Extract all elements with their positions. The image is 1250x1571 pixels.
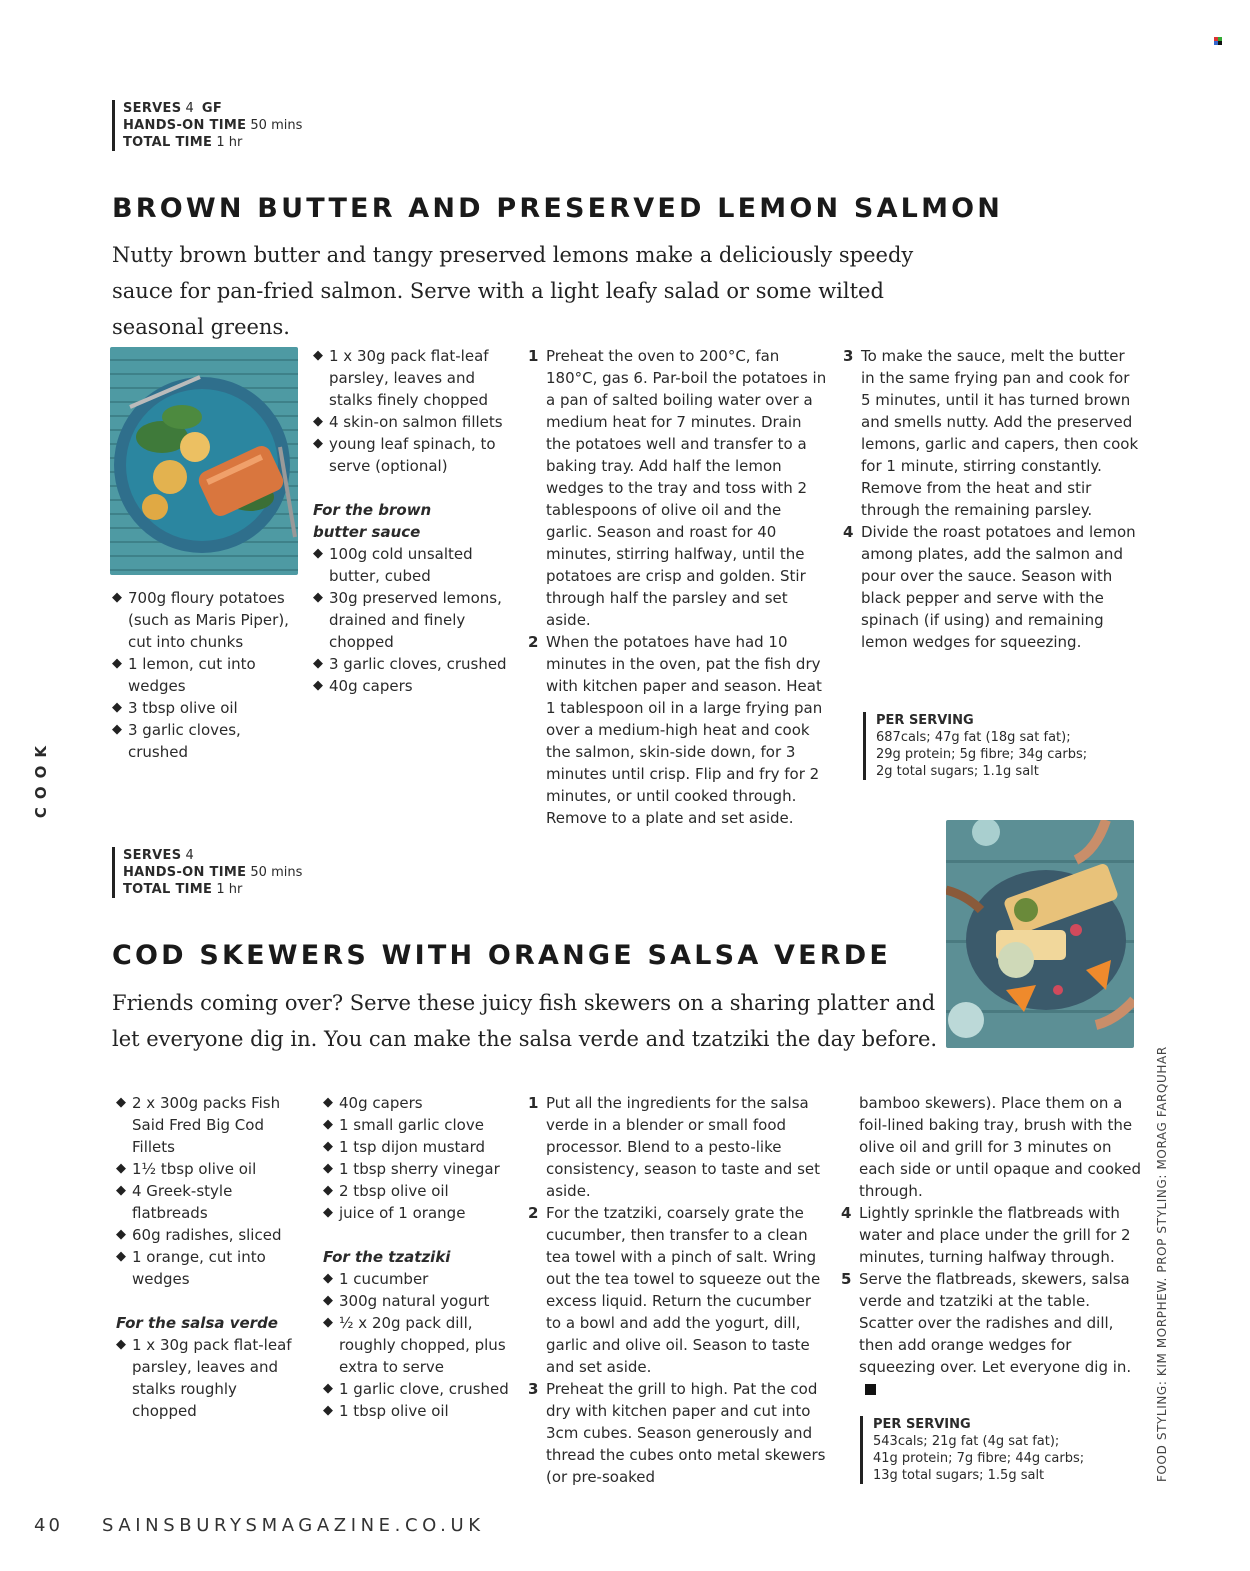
step-item bbox=[528, 1092, 828, 1202]
per-serving-label: PER SERVING bbox=[873, 1417, 971, 1432]
list-item: ◆ 1 tsp dijon mustard bbox=[323, 1136, 518, 1158]
list-item: ◆ 4 Greek-style flatbreads bbox=[116, 1180, 306, 1224]
recipe2-meta bbox=[112, 847, 302, 898]
end-mark-icon bbox=[865, 1384, 876, 1395]
serves-value: 4 bbox=[185, 848, 194, 863]
step-number: 5 bbox=[841, 1270, 852, 1288]
list-item: ◆ 1 garlic clove, crushed bbox=[323, 1378, 518, 1400]
list-item: ◆ juice of 1 orange bbox=[323, 1202, 518, 1224]
step-text: Divide the roast potatoes and lemon among plates, add the salmon and pour over the sauce. Season with black pepper and serve with the spinach (if using) and remaining lemon wedges for squeezing. bbox=[861, 523, 1136, 651]
step-text: Preheat the grill to high. Pat the cod dry with kitchen paper and cut into 3cm cubes. Season generously and thread the cubes onto metal skewers (or pre-soaked bbox=[546, 1380, 826, 1486]
cod-skewers-photo bbox=[946, 820, 1134, 1048]
step-item bbox=[841, 1268, 1141, 1400]
serves-value: 4 bbox=[185, 101, 194, 116]
total-value: 1 hr bbox=[216, 882, 243, 897]
salmon-dish-photo bbox=[110, 347, 298, 575]
list-item: ◆ 30g preserved lemons, drained and finely chopped bbox=[313, 587, 508, 653]
list-item: ◆ 3 garlic cloves, crushed bbox=[313, 653, 508, 675]
list-item: ◆ 100g cold unsalted butter, cubed bbox=[313, 543, 508, 587]
step-text: Lightly sprinkle the flatbreads with water and place under the grill for 2 minutes, turning halfway through. bbox=[859, 1204, 1131, 1266]
footer-site[interactable]: SAINSBURYSMAGAZINE.CO.UK bbox=[102, 1515, 485, 1536]
recipe1-steps-a bbox=[528, 345, 828, 829]
list-item: ◆ 300g natural yogurt bbox=[323, 1290, 518, 1312]
gf-badge: GF bbox=[201, 101, 223, 116]
brand-mark-icon bbox=[1214, 30, 1222, 38]
total-label: TOTAL TIME bbox=[123, 882, 213, 897]
handson-label: HANDS-ON TIME bbox=[123, 118, 247, 133]
step-number: 1 bbox=[528, 347, 539, 365]
nutrition-line: 41g protein; 7g fibre; 44g carbs; bbox=[873, 1451, 1085, 1466]
step-number: 3 bbox=[843, 347, 854, 365]
method-list bbox=[528, 1092, 828, 1488]
list-item: ◆ 1 tbsp olive oil bbox=[323, 1400, 518, 1422]
serves-label: SERVES bbox=[123, 101, 182, 116]
recipe1-steps-b bbox=[843, 345, 1143, 653]
ingredient-list bbox=[323, 1092, 518, 1224]
step-number: 1 bbox=[528, 1094, 539, 1112]
step-text: Put all the ingredients for the salsa verde in a blender or small food processor. Blend to a pesto-like consistency, season to taste and set aside. bbox=[546, 1094, 821, 1200]
step-text: Serve the flatbreads, skewers, salsa verde and tzatziki at the table. Scatter over the radishes and dill, then add orange wedges for squeezing over. Let everyone dig in. bbox=[859, 1270, 1132, 1376]
ingredient-list bbox=[313, 543, 508, 697]
step-item bbox=[528, 1378, 828, 1488]
step-continued bbox=[841, 1092, 1141, 1202]
recipe2-intro: Friends coming over? Serve these juicy fish skewers on a sharing platter and let everyone dig in. You can make the salsa verde and tzatziki the day before. bbox=[112, 991, 938, 1051]
list-item: ◆ 40g capers bbox=[323, 1092, 518, 1114]
step-text: Preheat the oven to 200°C, fan 180°C, gas 6. Par-boil the potatoes in a pan of salted boiling water over a medium heat for 7 minutes. Drain the potatoes well and transfer to a baking tray. Add half the lemon wedges to the tray and toss with 2 tablespoons of olive oil and the garlic. Season and roast for 40 minutes, stirring halfway, until the potatoes are crisp and golden. Stir through half the parsley and set aside. bbox=[546, 347, 827, 629]
nutrition-line: 29g protein; 5g fibre; 34g carbs; bbox=[876, 747, 1088, 762]
recipe1-per-serving bbox=[863, 712, 1087, 780]
ingredient-list bbox=[112, 587, 304, 763]
list-item: ◆ 1 orange, cut into wedges bbox=[116, 1246, 306, 1290]
step-number: 3 bbox=[528, 1380, 539, 1398]
step-item bbox=[528, 631, 828, 829]
total-value: 1 hr bbox=[216, 135, 243, 150]
list-item: ◆ 1 x 30g pack flat-leaf parsley, leaves and stalks finely chopped bbox=[313, 345, 508, 411]
recipe2-ingredients-b bbox=[323, 1092, 518, 1422]
recipe1-intro: Nutty brown butter and tangy preserved lemons make a deliciously speedy sauce for pan-fried salmon. Serve with a light leafy salad or some wilted seasonal greens. bbox=[112, 243, 914, 339]
handson-label: HANDS-ON TIME bbox=[123, 865, 247, 880]
method-list bbox=[841, 1202, 1141, 1400]
list-item: ◆ 2 tbsp olive oil bbox=[323, 1180, 518, 1202]
recipe2-steps-a bbox=[528, 1092, 828, 1488]
section-label: COOK bbox=[32, 738, 50, 819]
list-item: ◆ 1 cucumber bbox=[323, 1268, 518, 1290]
method-list bbox=[528, 345, 828, 829]
sub-heading: For the brown butter sauce bbox=[313, 501, 432, 541]
handson-value: 50 mins bbox=[250, 865, 303, 880]
list-item: ◆ ½ x 20g pack dill, roughly chopped, plus extra to serve bbox=[323, 1312, 518, 1378]
step-item bbox=[841, 1202, 1141, 1268]
nutrition-line: 543cals; 21g fat (4g sat fat); bbox=[873, 1434, 1060, 1449]
ingredient-list bbox=[116, 1334, 306, 1422]
total-label: TOTAL TIME bbox=[123, 135, 213, 150]
ingredient-list bbox=[313, 345, 508, 477]
ingredient-list bbox=[323, 1268, 518, 1422]
handson-value: 50 mins bbox=[250, 118, 303, 133]
step-text: bamboo skewers). Place them on a foil-lined baking tray, brush with the olive oil and grill for 3 minutes on each side or until opaque and cooked through. bbox=[859, 1094, 1141, 1200]
step-number: 4 bbox=[841, 1204, 852, 1222]
recipe1-title: BROWN BUTTER AND PRESERVED LEMON SALMON bbox=[112, 193, 1004, 224]
step-text: To make the sauce, melt the butter in the same frying pan and cook for 5 minutes, until it has turned brown and smells nutty. Add the preserved lemons, garlic and capers, then cook for 1 minute, stirring constantly. Remove from the heat and stir through the remaining parsley. bbox=[861, 347, 1139, 519]
list-item: ◆ 2 x 300g packs Fish Said Fred Big Cod Fillets bbox=[116, 1092, 306, 1158]
serves-label: SERVES bbox=[123, 848, 182, 863]
nutrition-line: 2g total sugars; 1.1g salt bbox=[876, 764, 1039, 779]
nutrition-line: 687cals; 47g fat (18g sat fat); bbox=[876, 730, 1071, 745]
step-item bbox=[843, 521, 1143, 653]
step-number: 2 bbox=[528, 1204, 539, 1222]
list-item: ◆ 60g radishes, sliced bbox=[116, 1224, 306, 1246]
nutrition-line: 13g total sugars; 1.5g salt bbox=[873, 1468, 1045, 1483]
list-item: ◆ 1 small garlic clove bbox=[323, 1114, 518, 1136]
list-item: ◆ 3 garlic cloves, crushed bbox=[112, 719, 304, 763]
per-serving-label: PER SERVING bbox=[876, 713, 974, 728]
recipe1-ingredients-a bbox=[112, 587, 304, 763]
recipe1-ingredients-b bbox=[313, 345, 508, 697]
step-item bbox=[528, 345, 828, 631]
list-item: ◆ 1 tbsp sherry vinegar bbox=[323, 1158, 518, 1180]
list-item: ◆ 3 tbsp olive oil bbox=[112, 697, 304, 719]
list-item: ◆ 4 skin-on salmon fillets bbox=[313, 411, 508, 433]
step-item bbox=[528, 1202, 828, 1378]
list-item: ◆ 1 lemon, cut into wedges bbox=[112, 653, 304, 697]
step-number: 2 bbox=[528, 633, 539, 651]
recipe1-meta bbox=[112, 100, 302, 151]
recipe2-per-serving bbox=[860, 1416, 1084, 1484]
sub-heading: For the salsa verde bbox=[116, 1314, 278, 1332]
page-number: 40 bbox=[34, 1515, 63, 1536]
recipe2-title: COD SKEWERS WITH ORANGE SALSA VERDE bbox=[112, 940, 892, 971]
recipe2-ingredients-a bbox=[116, 1092, 306, 1422]
step-item bbox=[843, 345, 1143, 521]
list-item: ◆ 1½ tbsp olive oil bbox=[116, 1158, 306, 1180]
list-item: ◆ 40g capers bbox=[313, 675, 508, 697]
step-number: 4 bbox=[843, 523, 854, 541]
recipe2-steps-b bbox=[841, 1092, 1141, 1400]
step-text: When the potatoes have had 10 minutes in the oven, pat the fish dry with kitchen paper and season. Heat 1 tablespoon oil in a large frying pan over a medium-high heat and cook the salmon, skin-side down, for 3 minutes until crisp. Flip and fry for 2 minutes, or until cooked through. Remove to a plate and set aside. bbox=[546, 633, 823, 827]
list-item: ◆ young leaf spinach, to serve (optional) bbox=[313, 433, 508, 477]
list-item: ◆ 700g floury potatoes (such as Maris Piper), cut into chunks bbox=[112, 587, 304, 653]
ingredient-list bbox=[116, 1092, 306, 1290]
step-text: For the tzatziki, coarsely grate the cucumber, then transfer to a clean tea towel with a pinch of salt. Wring out the tea towel to squeeze out the excess liquid. Return the cucumber to a bowl and add the yogurt, dill, garlic and olive oil. Season to taste and set aside. bbox=[546, 1204, 821, 1376]
method-list bbox=[843, 345, 1143, 653]
sub-heading: For the tzatziki bbox=[323, 1248, 451, 1266]
list-item: ◆ 1 x 30g pack flat-leaf parsley, leaves and stalks roughly chopped bbox=[116, 1334, 306, 1422]
photo-credits: FOOD STYLING: KIM MORPHEW. PROP STYLING: MORAG FARQUHAR bbox=[1155, 1046, 1169, 1482]
